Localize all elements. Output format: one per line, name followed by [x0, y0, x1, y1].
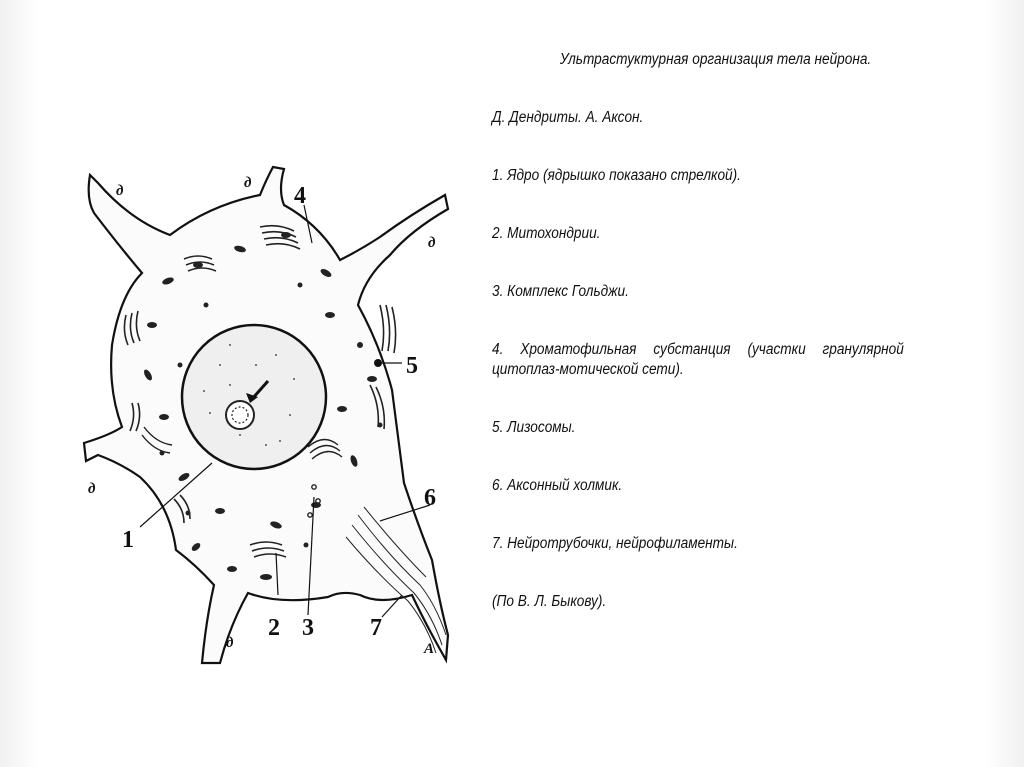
neuron-diagram — [80, 165, 450, 665]
caption-item-2: 2. Митохондрии. — [492, 225, 601, 242]
label-5: 5 — [406, 353, 418, 379]
label-dendrite-top: д — [244, 175, 252, 191]
label-dendrite-bottom: д — [226, 635, 234, 651]
label-6: 6 — [424, 485, 436, 511]
caption-block — [492, 50, 904, 650]
label-dendrite-right: д — [428, 235, 436, 251]
nucleus — [182, 325, 326, 469]
caption-item-legend: Д. Дендриты. А. Аксон. — [492, 109, 644, 126]
caption-item-5: 5. Лизосомы. — [492, 419, 576, 436]
right-edge-shadow — [984, 0, 1024, 767]
caption-item-1: 1. Ядро (ядрышко показано стрелкой). — [492, 167, 741, 184]
caption-item-4: 4. Хроматофильная субстанция (участки гранулярной цитоплаз-мотической сети). — [492, 341, 904, 378]
label-2: 2 — [268, 615, 280, 641]
label-4: 4 — [294, 183, 306, 209]
caption-source: (По В. Л. Быкову). — [492, 593, 607, 610]
caption-title: Ультрастуктурная организация тела нейрона. — [559, 51, 872, 68]
nucleolus — [226, 401, 254, 429]
caption-item-3: 3. Комплекс Гольджи. — [492, 283, 629, 300]
label-7: 7 — [370, 615, 382, 641]
caption-item-7: 7. Нейротрубочки, нейрофиламенты. — [492, 535, 738, 552]
label-dendrite-top-left: д — [116, 183, 124, 199]
label-dendrite-left: д — [88, 481, 96, 497]
label-3: 3 — [302, 615, 314, 641]
left-edge-shadow — [0, 0, 40, 767]
label-1: 1 — [122, 527, 134, 553]
label-axon: А — [424, 641, 435, 657]
caption-item-6: 6. Аксонный холмик. — [492, 477, 623, 494]
